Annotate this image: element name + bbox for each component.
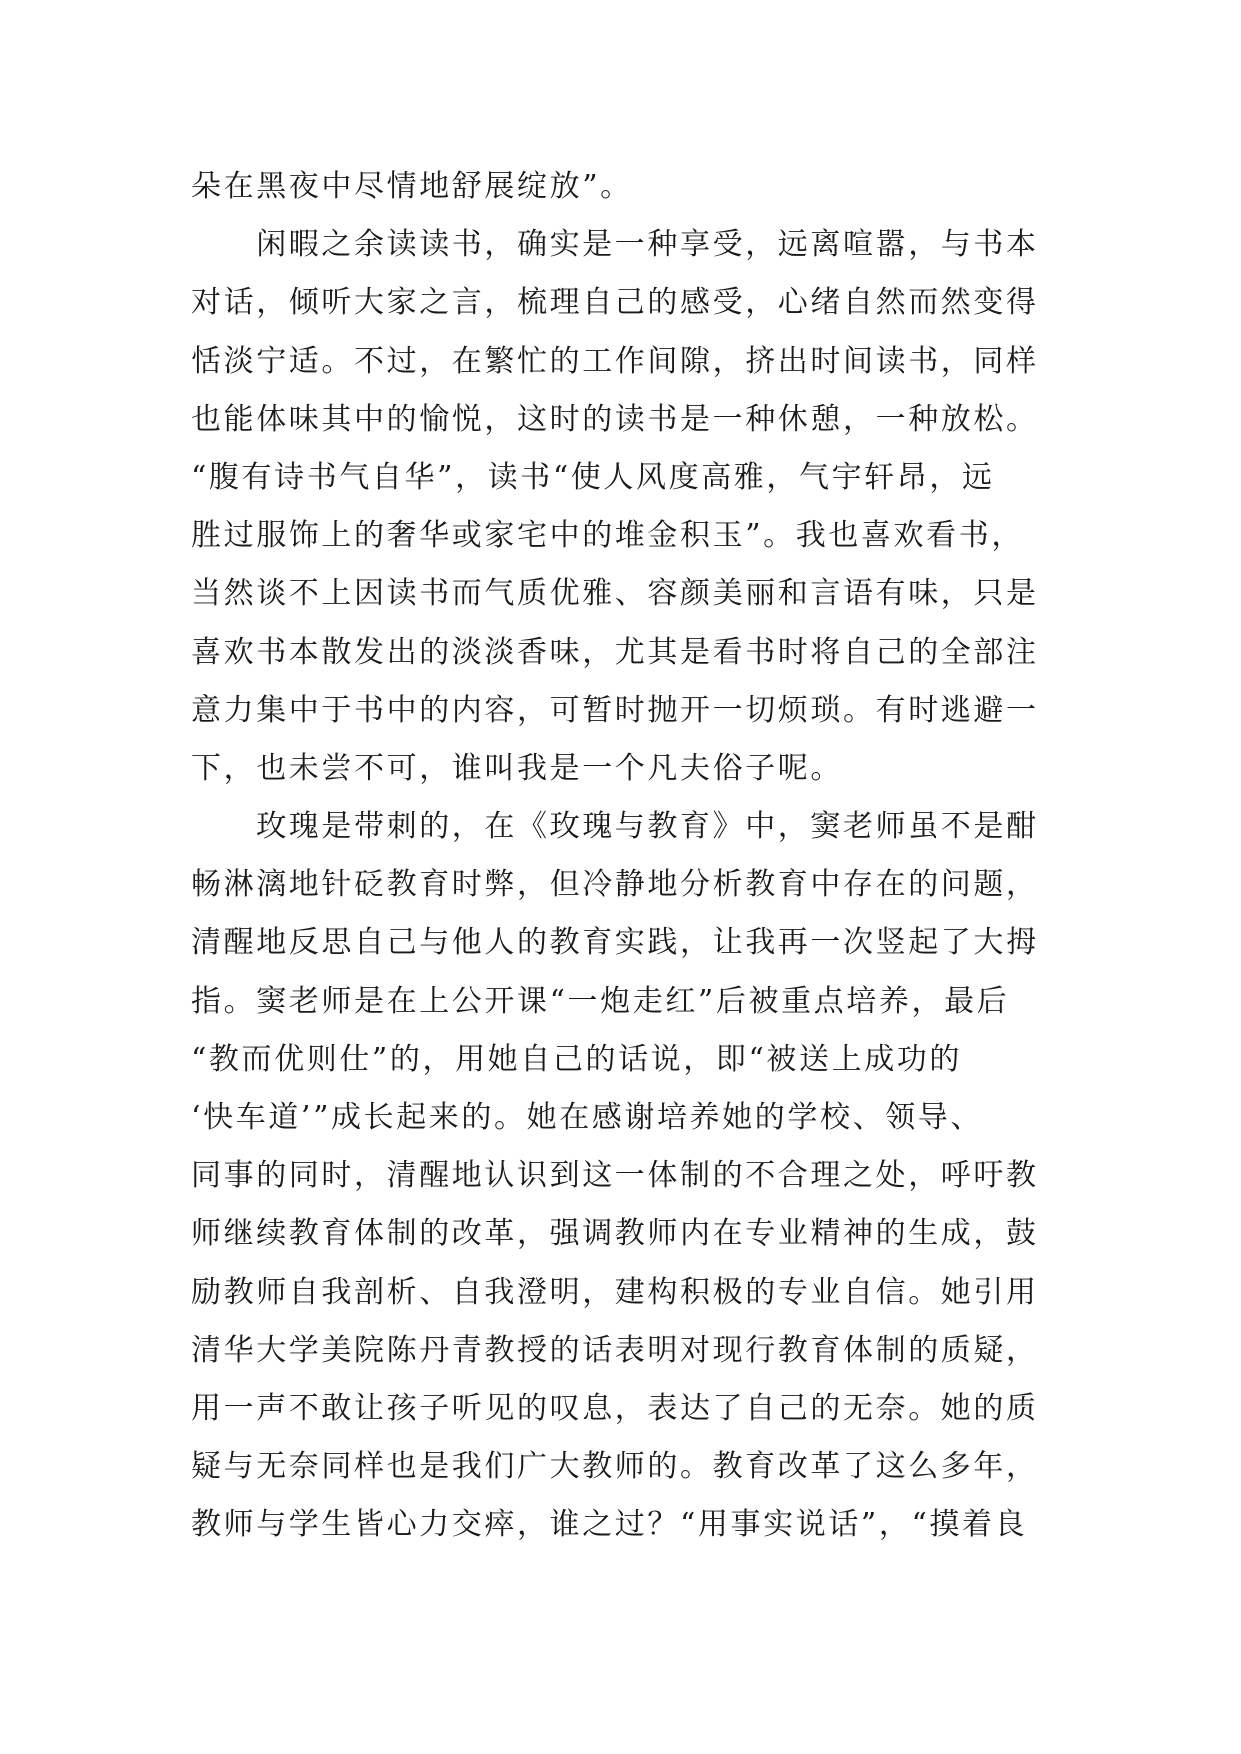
text-line: 下，也未尝不可，谁叫我是一个凡夫俗子呢。 (191, 750, 843, 786)
text-line: “腹有诗书气自华”，读书“使人风度高雅，气宇轩昂，远 (191, 459, 995, 495)
text-line: 教师与学生皆心力交瘁，谁之过？“用事实说话”，“摸着良 (191, 1507, 1028, 1543)
text-line: 用一声不敢让孩子听见的叹息，表达了自己的无奈。她的质 (191, 1390, 1039, 1426)
text-line: 同事的同时，清醒地认识到这一体制的不合理之处，呼吁教 (191, 1158, 1039, 1194)
text-line: 励教师自我剖析、自我澄明，建构积极的专业自信。她引用 (191, 1274, 1039, 1310)
body-text (191, 158, 1071, 1555)
text-line: 喜欢书本散发出的淡淡香味，尤其是看书时将自己的全部注 (191, 634, 1039, 670)
text-line: 疑与无奈同样也是我们广大教师的。教育改革了这么多年， (191, 1449, 1039, 1485)
text-line: 对话，倾听大家之言，梳理自己的感受，心绪自然而然变得 (191, 285, 1039, 321)
text-line: 当然谈不上因读书而气质优雅、容颜美丽和言语有味，只是 (191, 576, 1039, 612)
text-line: 意力集中于书中的内容，可暂时抛开一切烦琐。有时逃避一 (191, 692, 1039, 728)
text-line: 胜过服饰上的奢华或家宅中的堆金积玉”。我也喜欢看书， (191, 518, 1024, 554)
text-line: 也能体味其中的愉悦，这时的读书是一种休憩，一种放松。 (191, 401, 1039, 437)
text-line: 恬淡宁适。不过，在繁忙的工作间隙，挤出时间读书，同样 (191, 343, 1039, 379)
text-line: 畅淋漓地针砭教育时弊，但冷静地分析教育中存在的问题， (191, 867, 1039, 903)
text-line: 清醒地反思自己与他人的教育实践，让我再一次竖起了大拇 (191, 925, 1039, 961)
text-line: 指。窦老师是在上公开课“一炮走红”后被重点培养，最后 (191, 983, 1010, 1019)
text-line: 师继续教育体制的改革，强调教师内在专业精神的生成，鼓 (191, 1216, 1039, 1252)
text-line: “教而优则仕”的，用她自己的话说，即“被送上成功的 (191, 1041, 963, 1077)
text-line: ‘快车道’”成长起来的。她在感谢培养她的学校、领导、 (191, 1100, 984, 1135)
text-line: 朵在黑夜中尽情地舒展绽放”。 (191, 169, 633, 204)
text-line: 闲暇之余读读书，确实是一种享受，远离喧嚣，与书本 (191, 227, 1039, 263)
text-line: 玫瑰是带刺的，在《玫瑰与教育》中，窦老师虽不是酣 (191, 809, 1039, 845)
text-line: 清华大学美院陈丹青教授的话表明对现行教育体制的质疑， (191, 1332, 1039, 1368)
